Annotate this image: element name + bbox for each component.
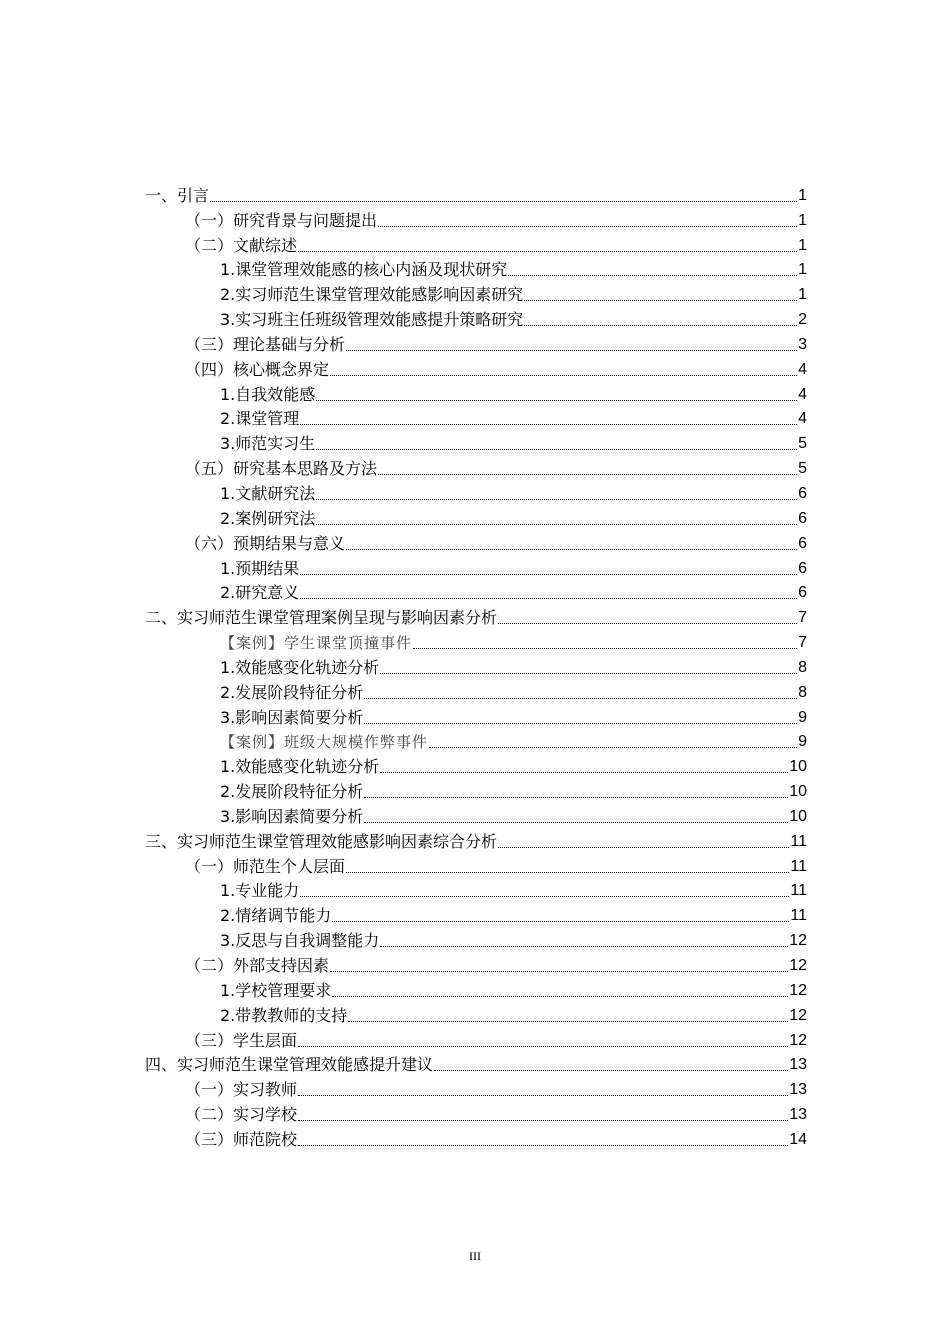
toc-entry-title: （一）师范生个人层面 (185, 856, 346, 876)
toc-entry-title: 2.发展阶段特征分析 (220, 782, 364, 802)
toc-entry[interactable] (145, 703, 807, 728)
toc-dot-leader (364, 797, 788, 798)
toc-dot-leader (316, 524, 797, 525)
toc-entry-page: 11 (790, 857, 807, 875)
toc-entry-page: 7 (798, 634, 807, 652)
toc-entry-title: 3.实习班主任班级管理效能感提升策略研究 (220, 310, 524, 330)
toc-entry[interactable] (145, 777, 807, 802)
toc-entry-title: 二、实习师范生课堂管理案例呈现与影响因素分析 (145, 608, 498, 628)
toc-entry-page: 10 (789, 807, 807, 825)
toc-entry-page: 12 (789, 1031, 807, 1049)
toc-dot-leader (298, 1120, 788, 1121)
toc-dot-leader (298, 251, 797, 252)
toc-entry-page: 5 (798, 435, 807, 453)
toc-entry-page: 2 (798, 311, 807, 329)
toc-dot-leader (316, 400, 797, 401)
toc-entry[interactable] (145, 951, 807, 976)
toc-entry-title: 【案例】学生课堂顶撞事件 (220, 634, 413, 653)
toc-entry[interactable] (145, 603, 807, 628)
toc-entry-page: 8 (798, 683, 807, 701)
toc-entry-title: 1.文献研究法 (220, 483, 316, 503)
toc-entry-page: 12 (789, 981, 807, 999)
toc-entry-page: 4 (798, 385, 807, 403)
toc-entry-title: 1.课堂管理效能感的核心内涵及现状研究 (220, 260, 508, 280)
toc-dot-leader (364, 723, 797, 724)
toc-entry-page: 1 (798, 211, 807, 229)
toc-entry[interactable] (145, 678, 807, 703)
toc-entry[interactable] (145, 877, 807, 902)
toc-dot-leader (332, 996, 788, 997)
toc-entry-page: 12 (789, 957, 807, 974)
toc-entry[interactable] (145, 554, 807, 579)
toc-dot-leader (316, 499, 797, 500)
toc-entry[interactable] (145, 280, 807, 305)
toc-entry[interactable] (145, 827, 807, 852)
toc-entry-page: 14 (789, 1130, 807, 1148)
toc-entry-page: 6 (798, 509, 807, 527)
toc-entry-title: 2.发展阶段特征分析 (220, 682, 364, 702)
toc-dot-leader (380, 946, 788, 947)
toc-entry-page: 12 (789, 1006, 807, 1024)
toc-entry-page: 6 (798, 584, 807, 602)
toc-entry[interactable] (145, 330, 807, 355)
toc-dot-leader (298, 1145, 788, 1146)
toc-entry-title: 三、实习师范生课堂管理效能感影响因素综合分析 (145, 831, 498, 851)
toc-entry-title: （六）预期结果与意义 (185, 533, 346, 553)
toc-entry-page: 1 (798, 236, 807, 254)
toc-entry[interactable] (145, 728, 807, 753)
toc-entry-title: 1.自我效能感 (220, 384, 316, 404)
toc-entry[interactable] (145, 926, 807, 951)
toc-dot-leader (298, 1095, 788, 1096)
toc-entry-page: 6 (798, 559, 807, 577)
toc-entry-title: （四）核心概念界定 (185, 359, 330, 379)
toc-dot-leader (380, 772, 788, 773)
toc-entry-page: 13 (789, 1056, 807, 1074)
toc-dot-leader (300, 598, 797, 599)
toc-entry-title: 2.情绪调节能力 (220, 906, 332, 926)
toc-entry-title: 1.专业能力 (220, 881, 300, 901)
toc-dot-leader (524, 325, 797, 326)
toc-entry-title: 1.预期结果 (220, 558, 300, 578)
toc-entry-page: 12 (789, 932, 807, 950)
toc-entry-page: 9 (798, 708, 807, 726)
toc-dot-leader (378, 474, 797, 475)
page-number: III (469, 1249, 481, 1263)
toc-entry-title: 一、引言 (145, 185, 210, 205)
toc-dot-leader (346, 549, 797, 550)
toc-entry-title: （一）实习教师 (185, 1080, 298, 1100)
toc-dot-leader (380, 673, 797, 674)
toc-dot-leader (300, 424, 797, 425)
toc-entry-page: 8 (798, 658, 807, 676)
toc-entry-page: 4 (798, 410, 807, 428)
toc-entry[interactable] (145, 1100, 807, 1125)
toc-dot-leader (330, 971, 788, 972)
toc-entry-title: 2.案例研究法 (220, 508, 316, 528)
toc-entry-title: 四、实习师范生课堂管理效能感提升建议 (145, 1055, 434, 1075)
toc-entry-page: 6 (798, 484, 807, 502)
toc-entry[interactable] (145, 429, 807, 454)
toc-entry-title: 2.研究意义 (220, 583, 300, 603)
toc-entry-page: 1 (798, 286, 807, 304)
toc-dot-leader (498, 623, 797, 624)
toc-dot-leader (364, 698, 797, 699)
toc-dot-leader (524, 300, 797, 301)
toc-entry-title: 1.效能感变化轨迹分析 (220, 757, 380, 777)
toc-entry-page: 10 (789, 758, 807, 776)
toc-dot-leader (316, 449, 797, 450)
toc-dot-leader (378, 226, 797, 227)
toc-dot-leader (508, 275, 797, 276)
toc-entry-title: （三）理论基础与分析 (185, 334, 346, 354)
toc-entry[interactable] (145, 628, 807, 653)
toc-entry[interactable] (145, 256, 807, 281)
toc-entry[interactable] (145, 752, 807, 777)
toc-dot-leader (330, 375, 797, 376)
toc-entry[interactable] (145, 355, 807, 380)
toc-entry-page: 6 (798, 534, 807, 552)
toc-entry-title: 3.影响因素简要分析 (220, 707, 364, 727)
toc-entry-page: 10 (789, 783, 807, 801)
toc-entry[interactable] (145, 653, 807, 678)
toc-dot-leader (346, 872, 789, 873)
toc-entry[interactable] (145, 976, 807, 1001)
toc-entry-title: （三）师范院校 (185, 1129, 298, 1149)
toc-dot-leader (364, 822, 788, 823)
table-of-contents (145, 181, 807, 1150)
toc-entry-title: 2.带教教师的支持 (220, 1005, 348, 1025)
toc-entry-page: 4 (798, 360, 807, 378)
toc-entry[interactable] (145, 181, 807, 206)
toc-entry-page: 9 (798, 733, 807, 751)
toc-entry-title: 3.影响因素简要分析 (220, 806, 364, 826)
toc-dot-leader (300, 896, 789, 897)
toc-entry-title: 3.师范实习生 (220, 434, 316, 454)
toc-entry-page: 11 (790, 882, 807, 900)
toc-entry[interactable] (145, 380, 807, 405)
toc-entry-title: 1.效能感变化轨迹分析 (220, 657, 380, 677)
toc-entry-title: 1.学校管理要求 (220, 980, 332, 1000)
toc-dot-leader (346, 350, 797, 351)
toc-entry-page: 11 (790, 907, 807, 925)
toc-entry-title: 3.反思与自我调整能力 (220, 931, 380, 951)
toc-dot-leader (348, 1021, 788, 1022)
toc-entry-title: 【案例】班级大规模作弊事件 (220, 733, 429, 752)
toc-entry-page: 7 (798, 609, 807, 627)
toc-dot-leader (300, 574, 797, 575)
toc-dot-leader (210, 201, 797, 202)
toc-dot-leader (429, 747, 797, 748)
toc-entry-page: 13 (789, 1081, 807, 1099)
toc-entry[interactable] (145, 1026, 807, 1051)
toc-entry-title: 2.课堂管理 (220, 409, 300, 429)
toc-entry-page: 13 (789, 1106, 807, 1124)
toc-dot-leader (332, 921, 789, 922)
toc-dot-leader (498, 847, 789, 848)
toc-entry-title: （二）外部支持因素 (185, 956, 330, 975)
toc-entry[interactable] (145, 579, 807, 604)
toc-dot-leader (413, 648, 797, 649)
toc-entry[interactable] (145, 852, 807, 877)
toc-entry[interactable] (145, 405, 807, 430)
toc-entry-page: 11 (790, 832, 807, 850)
toc-entry[interactable] (145, 305, 807, 330)
toc-entry[interactable] (145, 1001, 807, 1026)
toc-entry[interactable] (145, 479, 807, 504)
toc-entry-title: 2.实习师范生课堂管理效能感影响因素研究 (220, 285, 524, 305)
toc-entry-title: （三）学生层面 (185, 1030, 298, 1050)
toc-dot-leader (298, 1046, 788, 1047)
toc-dot-leader (434, 1070, 788, 1071)
toc-entry[interactable] (145, 901, 807, 926)
toc-entry[interactable] (145, 1051, 807, 1076)
toc-entry-page: 5 (798, 460, 807, 478)
toc-entry-page: 1 (798, 186, 807, 204)
toc-entry[interactable] (145, 231, 807, 256)
toc-entry-title: （一）研究背景与问题提出 (185, 210, 378, 230)
toc-entry[interactable] (145, 802, 807, 827)
toc-entry-title: （五）研究基本思路及方法 (185, 459, 378, 479)
toc-entry-title: （二）文献综述 (185, 235, 298, 255)
toc-entry-page: 1 (798, 261, 807, 279)
toc-entry-title: （二）实习学校 (185, 1105, 298, 1125)
toc-entry[interactable] (145, 454, 807, 479)
toc-entry[interactable] (145, 1125, 807, 1150)
toc-entry[interactable] (145, 206, 807, 231)
toc-entry-page: 3 (798, 335, 807, 353)
toc-entry[interactable] (145, 529, 807, 554)
toc-entry[interactable] (145, 504, 807, 529)
toc-entry[interactable] (145, 1075, 807, 1100)
